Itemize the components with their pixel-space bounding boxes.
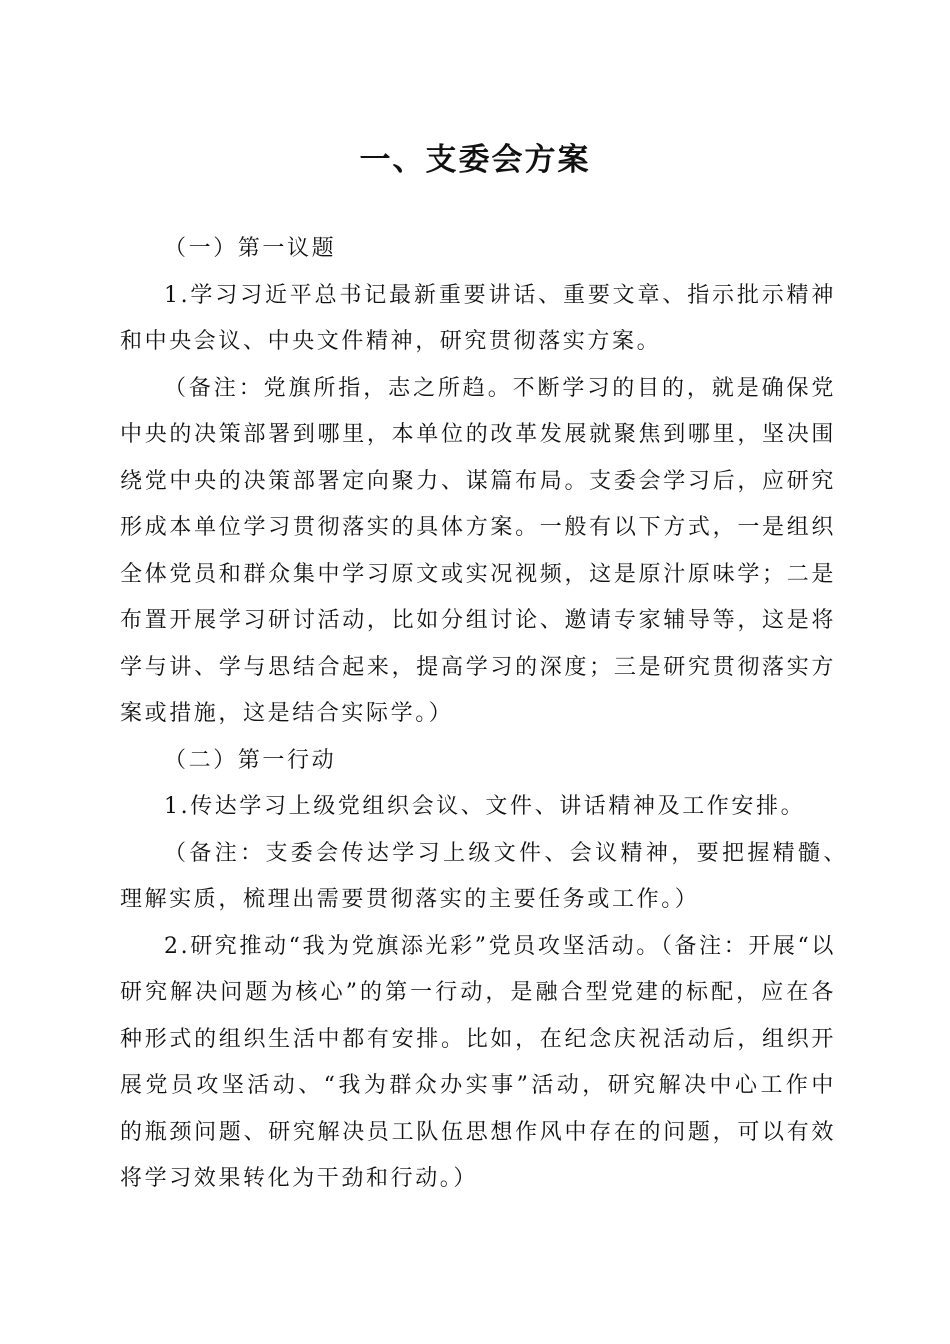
- note-convey: （备注：支委会传达学习上级文件、会议精神，要把握精髓、理解实质，梳理出需要贯彻落实的主要任务或工作。）: [120, 840, 848, 912]
- agenda-item-convey: 1.传达学习上级党组织会议、文件、讲话精神及工作安排。: [164, 794, 806, 819]
- agenda-item-activity: 2.研究推动“我为党旗添光彩”党员攻坚活动。（备注：开展“以研究解决问题为核心”的第一行动，是融合型党建的标配，应在各种形式的组织生活中都有安排。比如，在纪念庆祝活动后，组织开展党员攻坚活动、“我为群众办实事”活动，研究解决中心工作中的瓶颈问题、研究解决员工队伍思想作风中存在的问题，可以有效将学习效果转化为干劲和行动。）: [120, 933, 836, 1191]
- document-body: [120, 226, 848, 1203]
- section-heading-first-topic: （一）第一议题: [164, 236, 337, 261]
- document-title: 一、支委会方案: [359, 142, 591, 178]
- note-study: （备注：党旗所指，志之所趋。不断学习的目的，就是确保党中央的决策部署到哪里，本单位的改革发展就聚焦到哪里，坚决围绕党中央的决策部署定向聚力、谋篇布局。支委会学习后，应研究形成本单位学习贯彻落实的具体方案。一般有以下方式，一是组织全体党员和群众集中学习原文或实况视频，这是原汁原味学；二是布置开展学习研讨活动，比如分组讨论、邀请专家辅导等，这是将学与讲、学与思结合起来，提高学习的深度；三是研究贯彻落实方案或措施，这是结合实际学。）: [120, 375, 836, 726]
- section-heading-first-action: （二）第一行动: [164, 747, 337, 773]
- agenda-item-study: 1.学习习近平总书记最新重要讲话、重要文章、指示批示精神和中央会议、中央文件精神，研究贯彻落实方案。: [120, 282, 836, 354]
